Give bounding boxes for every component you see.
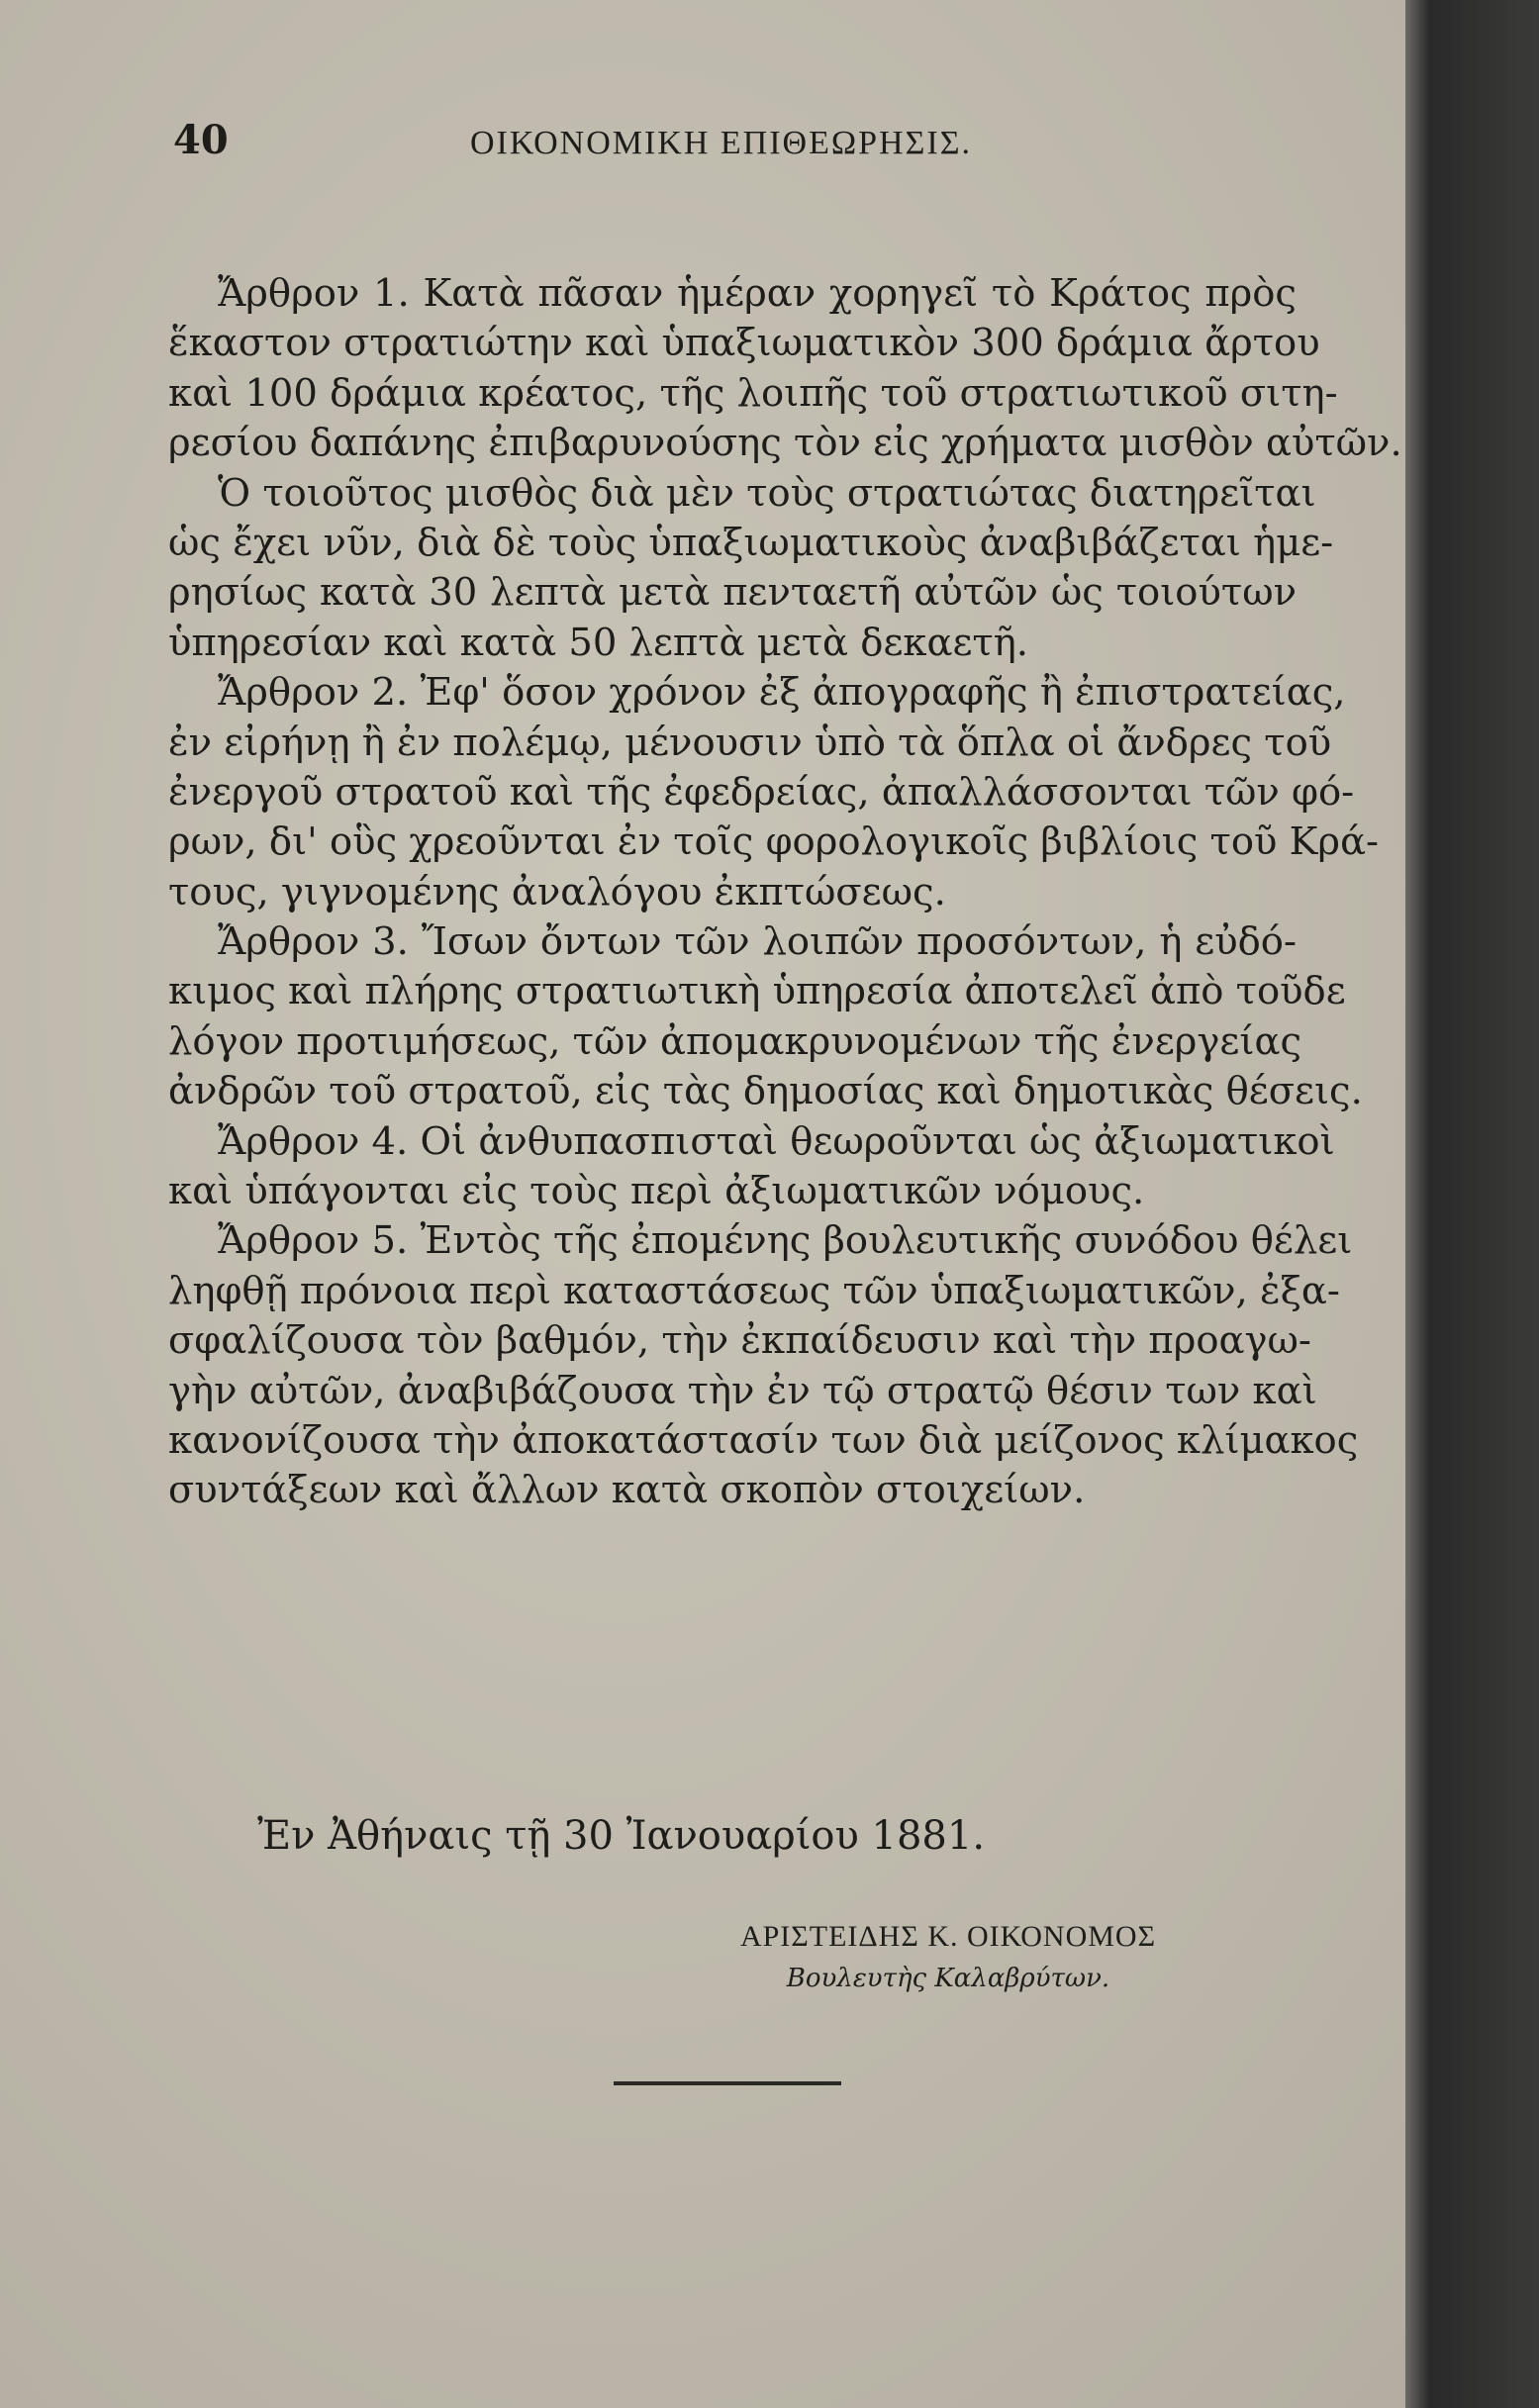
body-text — [168, 269, 1402, 1516]
text-line: ἐνεργοῦ στρατοῦ καὶ τῆς ἐφεδρείας, ἀπαλλάσσονται τῶν φό- — [168, 769, 1355, 815]
book-gutter-shadow — [1405, 0, 1539, 2408]
text-line: σφαλίζουσα τὸν βαθμόν, τὴν ἐκπαίδευσιν καὶ τὴν προαγω- — [168, 1318, 1311, 1364]
dateline: Ἐν Ἀθήναις τῇ 30 Ἰανουαρίου 1881. — [257, 1813, 986, 1859]
text-line: Ἄρθρον 5. Ἐντὸς τῆς ἐπομένης βουλευτικῆς συνόδου θέλει — [218, 1218, 1353, 1264]
signature-block — [721, 1920, 1176, 1993]
page-header — [173, 117, 1282, 186]
text-line: συντάξεων καὶ ἄλλων κατὰ σκοπὸν στοιχείων. — [168, 1468, 1086, 1513]
text-line: Ἄρθρον 2. Ἐφ' ὅσον χρόνον ἐξ ἀπογραφῆς ἢ ἐπιστρατείας, — [218, 670, 1346, 716]
text-line: ρησίως κατὰ 30 λεπτὰ μετὰ πενταετῆ αὐτῶν ὡς τοιούτων — [168, 570, 1297, 616]
text-line: Ἄρθρον 3. Ἴσων ὄντων τῶν λοιπῶν προσόντων, ἡ εὐδό- — [218, 919, 1297, 965]
page-number: 40 — [173, 117, 229, 163]
text-line: Ἄρθρον 4. Οἱ ἀνθυπασπισταὶ θεωροῦνται ὡς ἀξιωματικοὶ — [218, 1118, 1335, 1164]
text-line: κανονίζουσα τὴν ἀποκατάστασίν των διὰ μείζονος κλίμακος — [168, 1417, 1359, 1463]
text-line: λόγον προτιμήσεως, τῶν ἀπομακρυνομένων τῆς ἐνεργείας — [168, 1018, 1302, 1064]
text-line: ἐν εἰρήνῃ ἢ ἐν πολέμῳ, μένουσιν ὑπὸ τὰ ὅπλα οἱ ἄνδρες τοῦ — [168, 720, 1332, 765]
signer-name: ΑΡΙΣΤΕΙΔΗΣ Κ. ΟΙΚΟΝΟΜΟΣ — [739, 1920, 1157, 1953]
text-line: ληφθῇ πρόνοια περὶ καταστάσεως τῶν ὑπαξιωματικῶν, ἐξα- — [168, 1268, 1340, 1313]
signer-title: Βουλευτὴς Καλαβρύτων. — [786, 1964, 1110, 1993]
text-line: ρεσίου δαπάνης ἐπιβαρυνούσης τὸν εἰς χρήματα μισθὸν αὐτῶν. — [168, 421, 1402, 466]
text-line: Ἄρθρον 1. Κατὰ πᾶσαν ἡμέραν χορηγεῖ τὸ Κράτος πρὸς — [218, 271, 1297, 316]
closing-rule — [614, 2081, 841, 2085]
text-line: κιμος καὶ πλήρης στρατιωτικὴ ὑπηρεσία ἀποτελεῖ ἀπὸ τοῦδε — [168, 969, 1346, 1014]
text-line: τους, γιγνομένης ἀναλόγου ἐκπτώσεως. — [168, 869, 946, 915]
text-line: καὶ 100 δράμια κρέατος, τῆς λοιπῆς τοῦ στρατιωτικοῦ σιτη- — [168, 370, 1338, 416]
text-line: ἕκαστον στρατιώτην καὶ ὑπαξιωματικὸν 300 δράμια ἄρτου — [168, 321, 1320, 366]
running-title: ΟΙΚΟΝΟΜΙΚΗ ΕΠΙΘΕΩΡΗΣΙΣ. — [470, 125, 973, 161]
text-line: ὡς ἔχει νῦν, διὰ δὲ τοὺς ὑπαξιωματικοὺς ἀναβιβάζεται ἡμε- — [168, 520, 1334, 565]
text-line: καὶ ὑπάγονται εἰς τοὺς περὶ ἀξιωματικῶν νόμους. — [168, 1169, 1145, 1214]
text-line: ὑπηρεσίαν καὶ κατὰ 50 λεπτὰ μετὰ δεκαετῆ. — [168, 620, 1029, 665]
text-line: γὴν αὐτῶν, ἀναβιβάζουσα τὴν ἐν τῷ στρατῷ θέσιν των καὶ — [168, 1368, 1317, 1413]
text-line: ἀνδρῶν τοῦ στρατοῦ, εἰς τὰς δημοσίας καὶ δημοτικὰς θέσεις. — [168, 1069, 1363, 1114]
text-line: ρων, δι' οὓς χρεοῦνται ἐν τοῖς φορολογικοῖς βιβλίοις τοῦ Κρά- — [168, 819, 1380, 865]
text-line: Ὁ τοιοῦτος μισθὸς διὰ μὲν τοὺς στρατιώτας διατηρεῖται — [218, 470, 1316, 516]
